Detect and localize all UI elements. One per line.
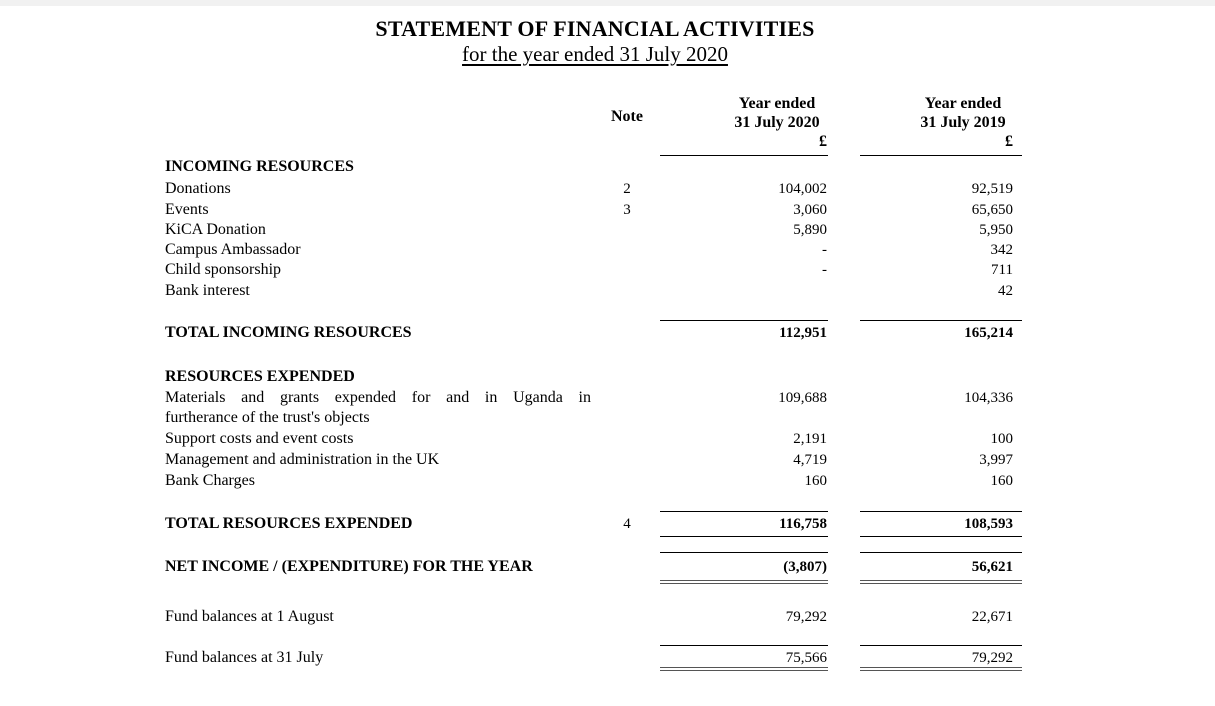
- net-rule-2019: [860, 552, 1022, 553]
- col-2020-currency: £: [819, 133, 827, 150]
- expended-total-rule-2020: [660, 511, 828, 512]
- expended-row-2020: 160: [804, 473, 827, 489]
- net-double-rule-bottom-2019: [860, 583, 1022, 584]
- expended-row-2019: 3,997: [979, 452, 1013, 468]
- incoming-heading: INCOMING RESOURCES: [165, 158, 354, 175]
- expended-total-note: 4: [623, 516, 631, 532]
- expended-row-label: Management and administration in the UK: [165, 451, 440, 468]
- statement-subtitle: [0, 42, 1190, 67]
- viewer-top-bar: [0, 0, 1215, 6]
- note-column-header: Note: [611, 108, 643, 125]
- incoming-row-2019: 342: [990, 242, 1013, 258]
- incoming-row-label: KiCA Donation: [165, 221, 266, 238]
- incoming-row-2020: 3,060: [793, 202, 827, 218]
- closing-fund-2020: 75,566: [785, 650, 827, 666]
- incoming-row-2020: 5,890: [793, 222, 827, 238]
- col-2019-currency: £: [1005, 133, 1013, 150]
- expended-total-underline-2020: [660, 536, 828, 537]
- expended-row-2020: 2,191: [793, 431, 827, 447]
- opening-fund-2019: 22,671: [971, 609, 1013, 625]
- closing-rule-2019: [860, 645, 1022, 646]
- expended-total-2020: 116,758: [779, 516, 827, 532]
- col-2019-header-line1: Year ended: [924, 95, 1002, 112]
- expended-total-rule-2019: [860, 511, 1022, 512]
- col-2020-header: [660, 95, 827, 151]
- closing-double-rule-top-2020: [660, 667, 828, 668]
- incoming-row-label: Events: [165, 201, 209, 218]
- col-2020-header-line1: Year ended: [738, 95, 816, 112]
- expended-row-2019: 100: [990, 431, 1013, 447]
- incoming-row-2020: 104,002: [778, 181, 827, 197]
- incoming-row-label: Donations: [165, 180, 231, 197]
- closing-rule-2020: [660, 645, 828, 646]
- expended-row-label: Bank Charges: [165, 472, 255, 489]
- closing-double-rule-top-2019: [860, 667, 1022, 668]
- net-rule-2020: [660, 552, 828, 553]
- col-2019-header-line2: 31 July 2019: [920, 114, 1006, 131]
- incoming-total-rule-2020: [660, 320, 828, 321]
- incoming-total-2020: 112,951: [779, 325, 827, 341]
- expended-total-label: TOTAL RESOURCES EXPENDED: [165, 515, 413, 532]
- incoming-row-note: 3: [623, 202, 631, 218]
- closing-double-rule-bottom-2019: [860, 670, 1022, 671]
- incoming-row-2020: -: [822, 242, 827, 258]
- expended-row-2020: 4,719: [793, 452, 827, 468]
- incoming-row-note: 2: [623, 181, 631, 197]
- statement-title: STATEMENT OF FINANCIAL ACTIVITIES: [375, 16, 815, 41]
- incoming-total-label: TOTAL INCOMING RESOURCES: [165, 324, 412, 341]
- incoming-row-label: Child sponsorship: [165, 261, 282, 278]
- expended-row-label: Support costs and event costs: [165, 430, 354, 447]
- col-2019-header: [846, 95, 1013, 151]
- closing-fund-label: Fund balances at 31 July: [165, 649, 324, 666]
- expended-row-2020: 109,688: [778, 390, 827, 406]
- expended-row-2019: 104,336: [964, 390, 1013, 406]
- opening-fund-2020: 79,292: [785, 609, 827, 625]
- opening-fund-label: Fund balances at 1 August: [165, 608, 334, 625]
- incoming-row-2019: 65,650: [971, 202, 1013, 218]
- closing-fund-2019: 79,292: [971, 650, 1013, 666]
- expended-row-label-line1: Materials and grants expended for and in Uganda in: [165, 389, 591, 406]
- expended-total-underline-2019: [860, 536, 1022, 537]
- incoming-row-2019: 5,950: [979, 222, 1013, 238]
- expended-row-2019: 160: [990, 473, 1013, 489]
- incoming-row-2020: -: [822, 262, 827, 278]
- net-2020: (3,807): [783, 559, 827, 575]
- net-2019: 56,621: [971, 559, 1013, 575]
- incoming-row-2019: 42: [998, 283, 1013, 299]
- incoming-row-2019: 92,519: [971, 181, 1013, 197]
- header-rule-2020: [660, 155, 828, 156]
- closing-double-rule-bottom-2020: [660, 670, 828, 671]
- incoming-row-2019: 711: [991, 262, 1013, 278]
- net-double-rule-bottom-2020: [660, 583, 828, 584]
- incoming-total-rule-2019: [860, 320, 1022, 321]
- incoming-row-label: Bank interest: [165, 282, 250, 299]
- col-2020-header-line2: 31 July 2020: [734, 114, 820, 131]
- net-double-rule-top-2020: [660, 580, 828, 581]
- incoming-total-2019: 165,214: [964, 325, 1013, 341]
- incoming-row-label: Campus Ambassador: [165, 241, 301, 258]
- header-rule-2019: [860, 155, 1022, 156]
- net-double-rule-top-2019: [860, 580, 1022, 581]
- expended-total-2019: 108,593: [964, 516, 1013, 532]
- expended-heading: RESOURCES EXPENDED: [165, 368, 355, 385]
- expended-row-label-line2: furtherance of the trust's objects: [165, 409, 370, 426]
- net-label: NET INCOME / (EXPENDITURE) FOR THE YEAR: [165, 558, 533, 575]
- statement-subtitle-text: for the year ended 31 July 2020: [462, 42, 728, 66]
